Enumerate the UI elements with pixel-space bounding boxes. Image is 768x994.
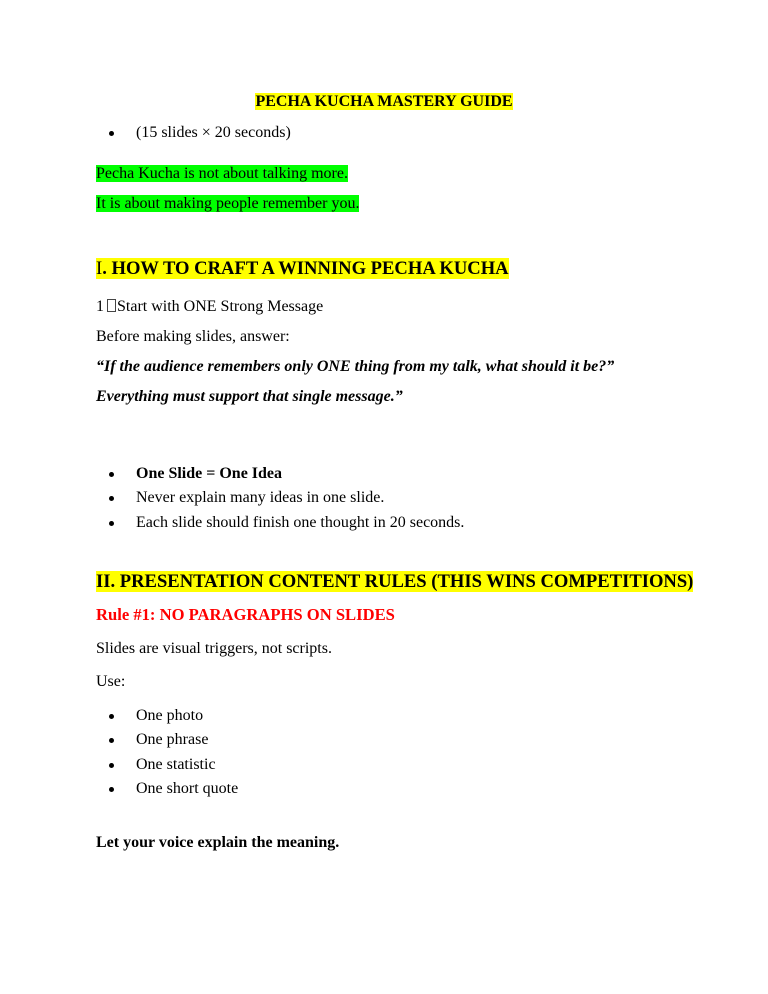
bullet-item: Each slide should finish one thought in 20 seconds. — [96, 511, 464, 535]
use-label: Use: — [96, 673, 126, 690]
prompt-line — [96, 327, 290, 346]
step-label: Start with ONE Strong Message — [117, 298, 324, 315]
step-1-line — [96, 297, 323, 316]
rule1-text-line — [96, 639, 332, 658]
bullet-item: One Slide = One Idea — [96, 462, 464, 486]
intro-line-2 — [96, 194, 359, 213]
section2-heading-text: II. PRESENTATION CONTENT RULES (THIS WINS COMPETITIONS) — [96, 571, 694, 592]
rule1-heading — [96, 605, 395, 624]
intro-line-1 — [96, 164, 348, 183]
quote-line-2 — [96, 387, 403, 406]
section1-heading — [96, 258, 509, 280]
quote-text-1: “If the audience remembers only ONE thing from my talk, what should it be?” — [96, 358, 615, 375]
quote-text-2: Everything must support that single message.” — [96, 388, 403, 405]
bullet-item: One phrase — [96, 728, 238, 752]
bullet-item: One short quote — [96, 777, 238, 801]
bullet-item: Never explain many ideas in one slide. — [96, 486, 464, 510]
document-title: PECHA KUCHA MASTERY GUIDE — [255, 93, 513, 110]
section1-heading-text: . HOW TO CRAFT A WINNING PECHA KUCHA — [102, 258, 509, 279]
rule1-text: Slides are visual triggers, not scripts. — [96, 640, 332, 657]
intro-text-1: Pecha Kucha is not about talking more. — [96, 165, 348, 182]
use-bullets — [96, 704, 238, 801]
bullet-item: One photo — [96, 704, 238, 728]
document-title-line — [0, 92, 768, 111]
rule1-heading-text: Rule #1: NO PARAGRAPHS ON SLIDES — [96, 605, 395, 624]
missing-glyph-icon — [107, 299, 116, 312]
prompt-text: Before making slides, answer: — [96, 328, 290, 345]
section1-numeral: I — [96, 258, 103, 279]
closing-text: Let your voice explain the meaning. — [96, 834, 340, 851]
intro-text-2: It is about making people remember you. — [96, 195, 360, 212]
quote-line-1 — [96, 357, 614, 376]
bullet-item: One statistic — [96, 753, 238, 777]
section2-heading — [96, 571, 693, 593]
use-label-line — [96, 672, 125, 691]
step-number: 1 — [96, 298, 104, 315]
subtitle-list — [96, 121, 291, 145]
closing-line — [96, 833, 339, 852]
section1-bullets — [96, 462, 464, 535]
subtitle-bullet: (15 slides × 20 seconds) — [96, 121, 291, 145]
